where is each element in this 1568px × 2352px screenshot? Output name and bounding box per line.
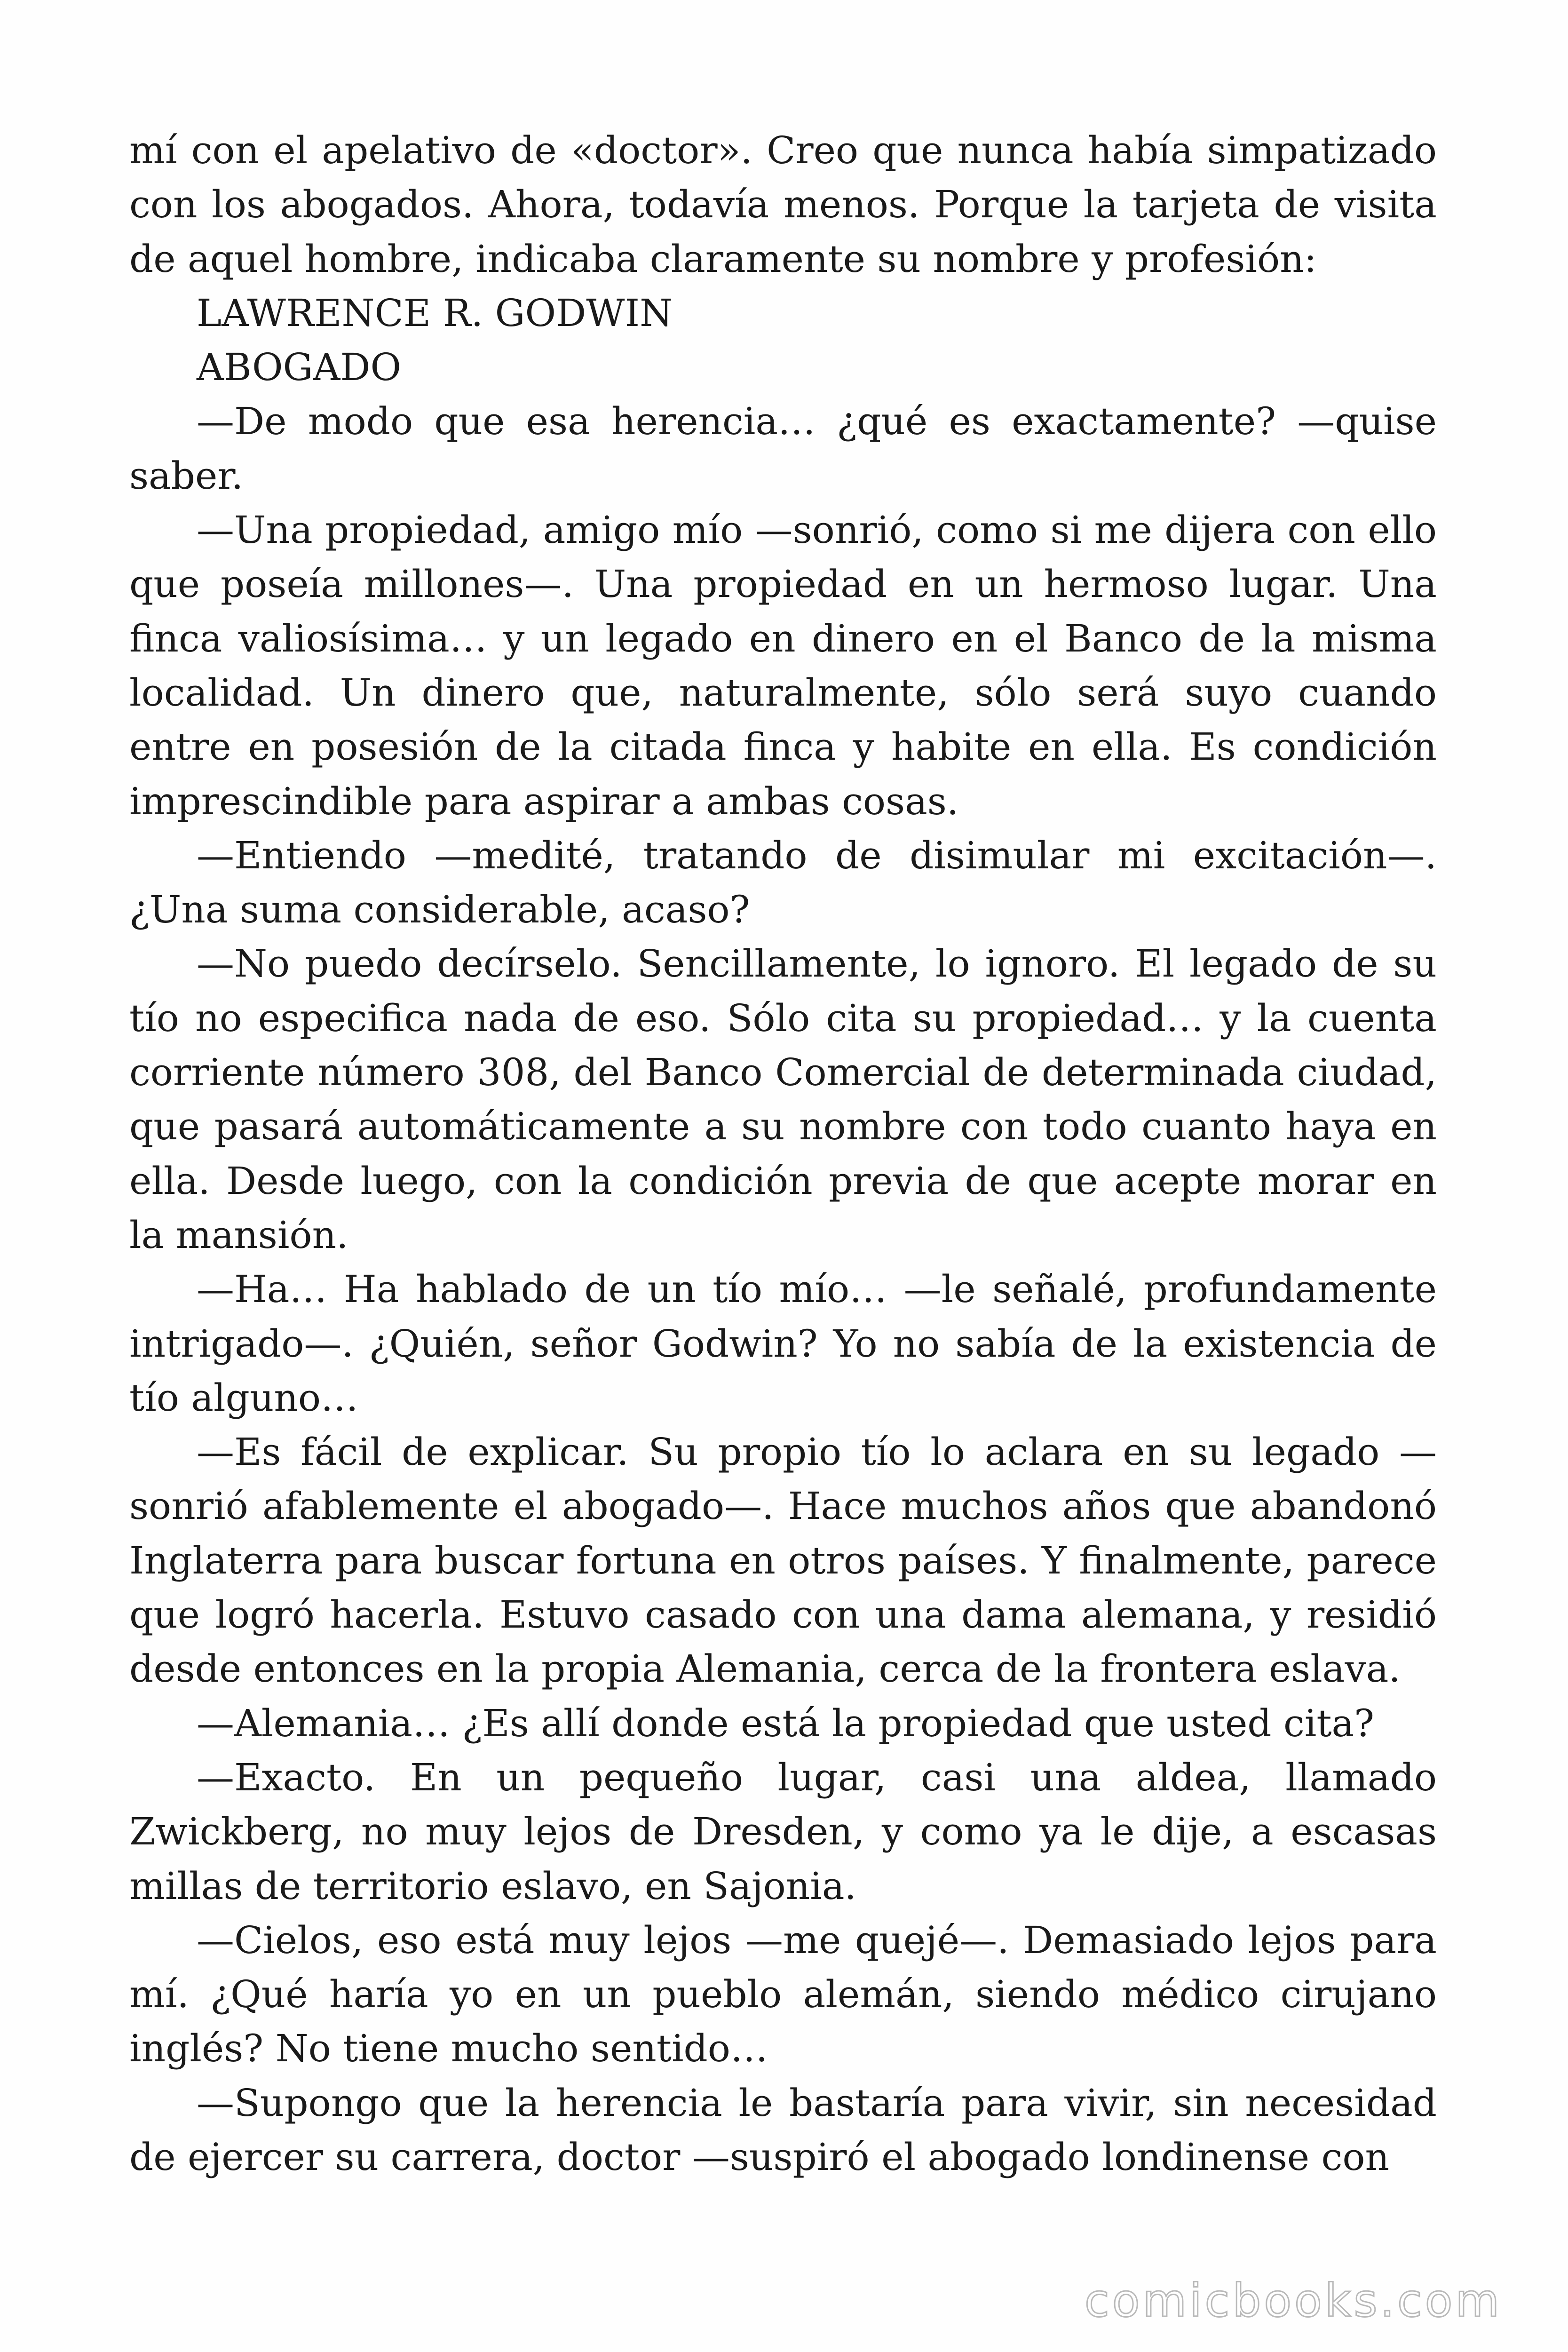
paragraph: —Exacto. En un pequeño lugar, casi una aldea, llamado Zwickberg, no muy lejos de Dresden, y como ya le dije, a escasas millas de territorio eslavo, en Sajonia.: [129, 1755, 1437, 1908]
paragraph: —No puedo decírselo. Sencillamente, lo ignoro. El legado de su tío no especifica nada de eso. Sólo cita su propiedad… y la cuenta corriente número 308, del Banco Comercial de determinada ciudad, que pasará automáticamente a su nombre con todo cuanto haya en ella. Desde luego, con la condición previa de que acepte morar en la mansión.: [129, 942, 1437, 1257]
body-text: [129, 123, 1437, 2184]
paragraph: —Es fácil de explicar. Su propio tío lo aclara en su legado — sonrió afablemente el abogado—. Hace muchos años que abandonó Inglaterra para buscar fortuna en otros países. Y finalmente, parece que logró hacerla. Estuvo casado con una dama alemana, y residió desde entonces en la propia Alemania, cerca de la frontera eslava.: [129, 1430, 1437, 1691]
paragraph-card-profession: ABOGADO: [197, 345, 402, 389]
paragraph: —Cielos, eso está muy lejos —me quejé—. Demasiado lejos para mí. ¿Qué haría yo en un pueblo alemán, siendo médico cirujano inglés? No tiene mucho sentido…: [129, 1918, 1437, 2071]
paragraph: —Supongo que la herencia le bastaría para vivir, sin necesidad de ejercer su carrera, doctor —suspiró el abogado londinense con: [129, 2081, 1437, 2179]
paragraph-card-name: LAWRENCE R. GODWIN: [197, 291, 673, 335]
paragraph: —Alemania… ¿Es allí donde está la propiedad que usted cita?: [197, 1701, 1375, 1745]
paragraph: —Una propiedad, amigo mío —sonrió, como si me dijera con ello que poseía millones—. Una propiedad en un hermoso lugar. Una finca valiosísima… y un legado en dinero en el Banco de la misma localidad. Un dinero que, naturalmente, sólo será suyo cuando entre en posesión de la citada finca y habite en ella. Es condición imprescindible para aspirar a ambas cosas.: [129, 508, 1437, 823]
watermark: comicbooks.com: [1084, 2274, 1502, 2327]
paragraph: —De modo que esa herencia… ¿qué es exactamente? —quise saber.: [129, 399, 1437, 498]
paragraph: —Entiendo —medité, tratando de disimular mi excitación—. ¿Una suma considerable, acaso?: [129, 833, 1437, 932]
paragraph: —Ha… Ha hablado de un tío mío… —le señalé, profundamente intrigado—. ¿Quién, señor Godwin? Yo no sabía de la existencia de tío alguno…: [129, 1267, 1437, 1420]
paragraph: mí con el apelativo de «doctor». Creo que nunca había simpatizado con los abogados. Ahora, todavía menos. Porque la tarjeta de visita de aquel hombre, indicaba claramente su nombre y profesión:: [129, 128, 1437, 281]
